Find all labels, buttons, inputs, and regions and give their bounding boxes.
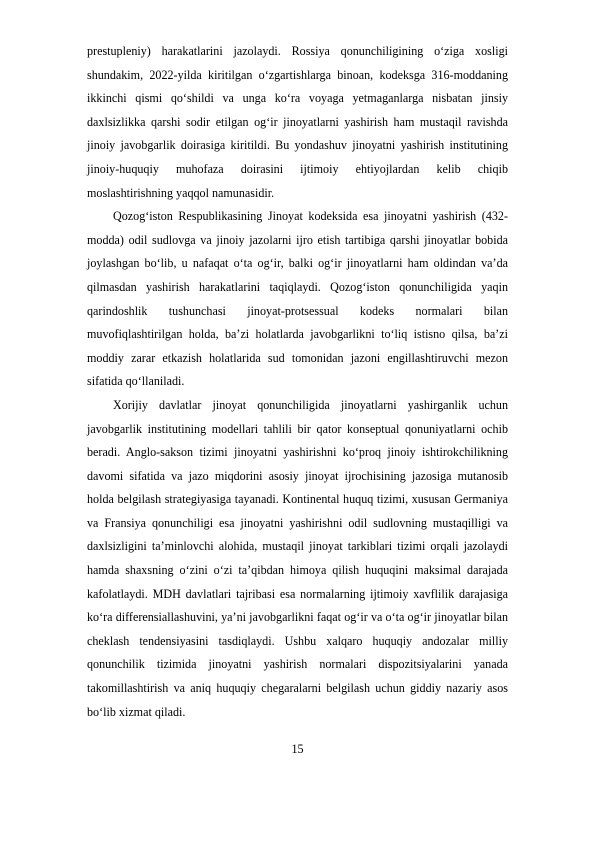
page-number: 15: [291, 742, 304, 756]
paragraph-kazakhstan: Qozog‘iston Respublikasining Jinoyat kodeksida esa jinoyatni yashirish (432-modda) odil sudlovga va jinoiy jazolarni ijro etish tartibiga qarshi jinoyatlar bobida joylashgan bo‘lib, u nafaqat o‘ta og‘ir, balki og‘ir jinoyatlarni ham oldindan va’da qilmasdan yashirish harakatlarini taqiqlaydi. Qozog‘iston qonunchiligida yaqin qarindoshlik tushunchasi jinoyat-protsessual kodeks normalari bilan muvofiqlashtirilgan holda, ba’zi holatlarda javobgarlikni to‘liq istisno qilsa, ba’zi moddiy zarar etkazish holatlarida sud tomonidan jazoni engillashtiruvchi mezon sifatida qo‘llaniladi.: [87, 209, 508, 389]
document-page: [87, 40, 508, 724]
paragraph-continuation: prestupleniy) harakatlarini jazolaydi. Rossiya qonunchiligining o‘ziga xosligi shundakim, 2022-yilda kiritilgan o‘zgartishlarga binoan, kodeksga 316-moddaning ikkinchi qismi qo‘shildi va unga ko‘ra voyaga yetmaganlarga nisbatan jinsiy daxlsizlikka qarshi sodir etilgan og‘ir jinoyatlarni yashirish ham mustaqil ravishda jinoiy javobgarlik doirasiga kiritildi. Bu yondashuv jinoyatni yashirish institutining jinoiy-huquqiy muhofaza doirasini ijtimoiy ehtiyojlardan kelib chiqib moslashtirishning yaqqol namunasidir.: [87, 44, 508, 200]
paragraph-foreign-models: Xorijiy davlatlar jinoyat qonunchiligida jinoyatlarni yashirganlik uchun javobgarlik institutining modellari tahlili bir qator konseptual qonuniyatlarni ochib beradi. Anglo-sakson tizimi jinoyatni yashirishni ko‘proq jinoiy ishtirokchilikning davomi sifatida va jazo miqdorini asosiy jinoyat ijrochisining jazosiga mutanosib holda belgilash strategiyasiga tayanadi. Kontinental huquq tizimi, xususan Germaniya va Fransiya qonunchiligi esa jinoyatni yashirishni odil sudlovning mustaqilligi va daxlsizligini ta’minlovchi alohida, mustaqil jinoyat tarkiblari tizimi orqali jazolaydi hamda shaxsning o‘zini o‘zi ta’qibdan himoya qilish huquqini maksimal darajada kafolatlaydi. MDH davlatlari tajribasi esa normalarning ijtimoiy xavflilik darajasiga ko‘ra differensiallashuvini, ya’ni javobgarlikni faqat og‘ir va o‘ta og‘ir jinoyatlar bilan cheklash tendensiyasini tasdiqlaydi. Ushbu xalqaro huquqiy andozalar milliy qonunchilik tizimida jinoyatni yashirish normalari dispozitsiyalarini yanada takomillashtirish va aniq huquqiy chegaralarni belgilash uchun giddiy nazariy asos bo‘lib xizmat qiladi.: [87, 397, 508, 719]
